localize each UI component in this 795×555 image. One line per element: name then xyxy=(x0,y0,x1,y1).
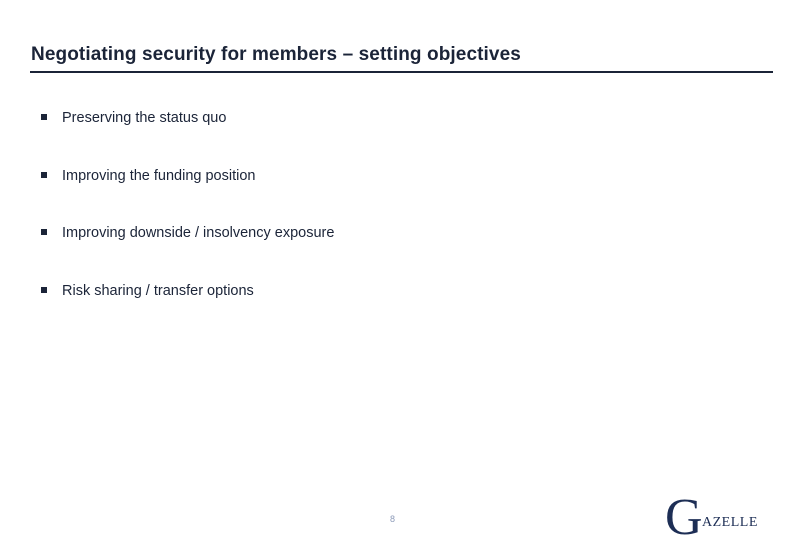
page-number: 8 xyxy=(390,514,396,524)
bullet-text: Preserving the status quo xyxy=(62,110,227,126)
bullet-item xyxy=(41,223,334,243)
bullet-item xyxy=(41,281,334,301)
gazelle-logo xyxy=(665,489,775,546)
square-bullet-icon xyxy=(41,287,47,293)
square-bullet-icon xyxy=(41,229,47,235)
bullet-item xyxy=(41,166,334,186)
square-bullet-icon xyxy=(41,172,47,178)
bullet-list xyxy=(41,108,334,338)
slide-title: Negotiating security for members – setting objectives xyxy=(31,44,521,65)
bullet-item xyxy=(41,108,334,128)
title-divider xyxy=(30,71,773,73)
logo-wordmark: AZELLE xyxy=(702,515,758,530)
bullet-text: Improving downside / insolvency exposure xyxy=(62,225,335,241)
bullet-text: Risk sharing / transfer options xyxy=(62,282,254,299)
bullet-text: Improving the funding position xyxy=(62,167,256,184)
square-bullet-icon xyxy=(41,114,47,120)
logo-initial: G xyxy=(665,489,703,546)
